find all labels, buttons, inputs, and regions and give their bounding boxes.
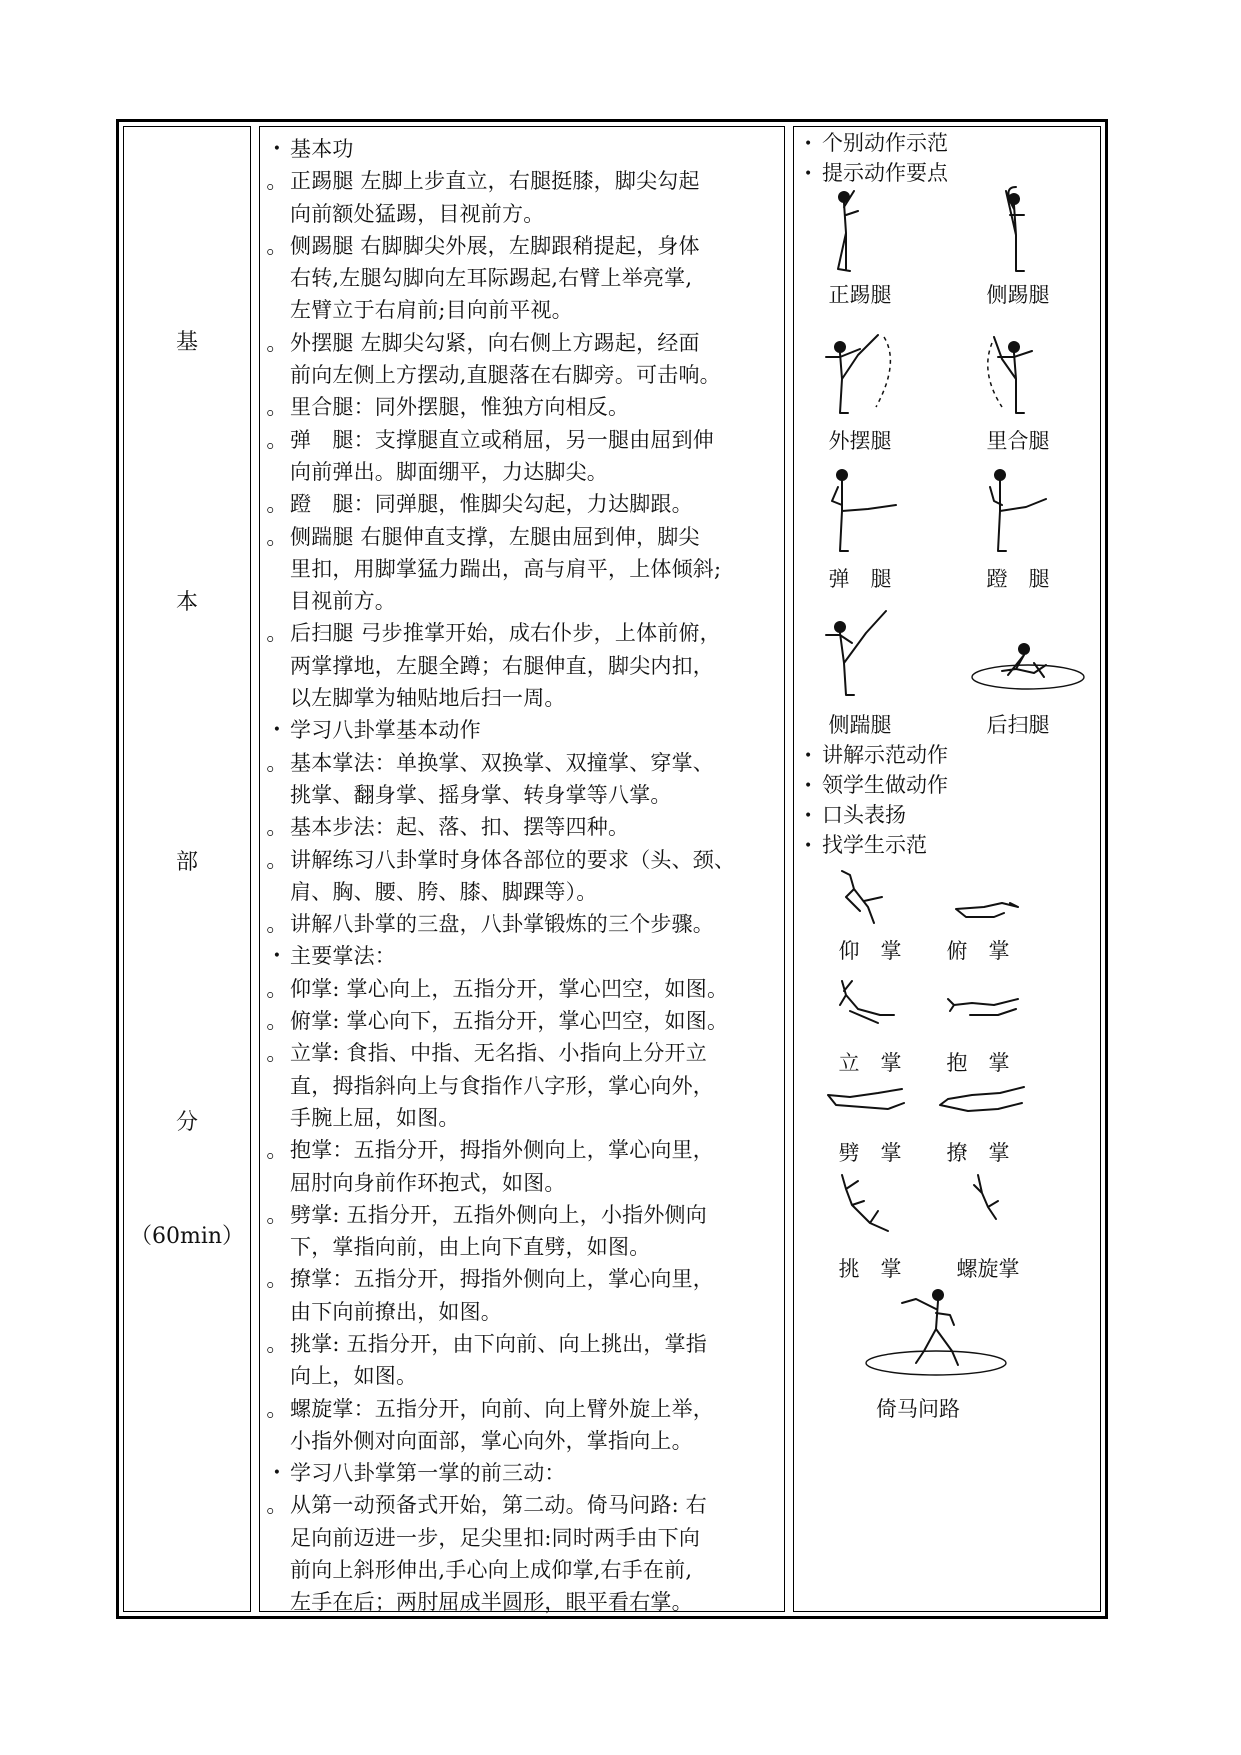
content-line — [266, 973, 782, 1005]
content-line — [266, 1393, 782, 1425]
content-line — [266, 1263, 782, 1295]
content-line — [266, 876, 782, 908]
line-text: 下，掌指向前，由上向下直劈，如图。 — [290, 1235, 651, 1260]
content-line — [266, 1231, 782, 1263]
content-line — [266, 198, 782, 230]
line-marker: 。 — [266, 912, 288, 937]
line-text: 足向前迈进一步，足尖里扣:同时两手由下向 — [290, 1525, 701, 1550]
line-text: 前向上斜形伸出,手心向上成仰掌,右手在前, — [290, 1558, 693, 1583]
method-note: • 提示动作要点 — [804, 161, 948, 185]
line-text: 基本步法：起、落、扣、摆等四种。 — [290, 815, 630, 840]
figure-caption: 侧踹腿 — [828, 713, 892, 737]
section-label-char: 基 — [175, 330, 198, 355]
content-line — [266, 1296, 782, 1328]
figure-caption: 倚马问路 — [876, 1397, 960, 1421]
figure-caption: 蹬 腿 — [986, 567, 1050, 591]
line-text: 侧踹腿 右腿伸直支撑，左腿由屈到伸，脚尖 — [290, 524, 700, 549]
line-text: 手腕上屈，如图。 — [290, 1105, 460, 1130]
figure-caption: 螺旋掌 — [956, 1257, 1020, 1281]
kick-figure-icon — [814, 323, 1084, 417]
line-marker: • — [272, 141, 282, 157]
content-column — [259, 126, 785, 1615]
content-line — [266, 488, 782, 520]
line-text: 俯掌: 掌心向下，五指分开，掌心凹空，如图。 — [290, 1009, 729, 1034]
line-marker: 。 — [266, 976, 288, 1001]
section-label-char: 部 — [175, 850, 198, 875]
line-text: 仰掌: 掌心向上，五指分开，掌心凹空，如图。 — [290, 976, 729, 1001]
line-text: 左手在后；两肘屈成半圆形，眼平看右掌。 — [290, 1590, 693, 1615]
line-text: 挑掌: 五指分开，由下向前、向上挑出，掌指 — [290, 1331, 707, 1356]
section-duration: （60min） — [129, 1224, 245, 1249]
kick-figure-icon — [816, 603, 1096, 699]
palm-hand-icon — [830, 975, 1060, 1049]
content-line — [266, 747, 782, 779]
content-line — [266, 294, 782, 326]
line-text: 向前弹出。脚面绷平，力达脚尖。 — [290, 459, 608, 484]
method-column — [793, 126, 1101, 1612]
content-line — [266, 650, 782, 682]
line-text: 左臂立于右肩前;目向前平视。 — [290, 298, 573, 323]
line-marker: 。 — [266, 395, 288, 420]
line-marker: 。 — [266, 847, 288, 872]
kick-figure-icon — [820, 465, 1090, 557]
line-marker: 。 — [266, 1009, 288, 1034]
line-text: 直，拇指斜向上与食指作八字形，掌心向外， — [290, 1073, 714, 1098]
content-line — [266, 133, 782, 165]
content-line — [266, 1134, 782, 1166]
line-text: 右转,左腿勾脚向左耳际踢起,右臂上举亮掌, — [290, 266, 693, 291]
content-line — [266, 165, 782, 197]
line-text: 主要掌法： — [290, 944, 396, 969]
line-text: 目视前方。 — [290, 589, 396, 614]
palm-hand-icon — [828, 1171, 1058, 1249]
stance-figure-icon — [854, 1285, 1014, 1379]
line-marker: 。 — [266, 524, 288, 549]
figure-caption: 里合腿 — [986, 429, 1050, 453]
content-line — [266, 1522, 782, 1554]
section-label-column — [123, 126, 251, 1612]
line-text: 立掌: 食指、中指、无名指、小指向上分开立 — [290, 1041, 707, 1066]
figure-caption: 弹 腿 — [828, 567, 892, 591]
content-line — [266, 811, 782, 843]
content-line — [266, 1328, 782, 1360]
method-note: • 个别动作示范 — [804, 131, 948, 155]
line-text: 小指外侧对向面部，掌心向外，掌指向上。 — [290, 1428, 693, 1453]
figure-caption: 仰 掌 — [838, 939, 902, 963]
palm-hand-icon — [822, 1075, 1062, 1135]
figure-caption: 撩 掌 — [946, 1141, 1010, 1165]
line-marker: 。 — [266, 1396, 288, 1421]
palm-hand-icon — [834, 865, 1064, 939]
line-text: 向上，如图。 — [290, 1364, 418, 1389]
method-note: • 讲解示范动作 — [804, 743, 948, 767]
method-note: • 口头表扬 — [804, 803, 906, 827]
content-line — [266, 230, 782, 262]
content-line — [266, 844, 782, 876]
content-line — [266, 1360, 782, 1392]
section-label-char: 分 — [175, 1110, 198, 1135]
line-text: 学习八卦掌第一掌的前三动： — [290, 1461, 566, 1486]
line-text: 后扫腿 弓步推掌开始，成右仆步，上体前俯， — [290, 621, 721, 646]
figure-caption: 侧踢腿 — [986, 283, 1050, 307]
line-text: 螺旋掌：五指分开，向前、向上臂外旋上举， — [290, 1396, 714, 1421]
line-marker: 。 — [266, 492, 288, 517]
line-text: 由下向前撩出，如图。 — [290, 1299, 502, 1324]
line-marker: 。 — [266, 427, 288, 452]
content-line — [266, 1005, 782, 1037]
line-text: 弹 腿：支撑腿直立或稍屈，另一腿由屈到伸 — [290, 427, 714, 452]
line-marker: 。 — [266, 621, 288, 646]
content-line — [266, 940, 782, 972]
line-text: 讲解八卦掌的三盘，八卦掌锻炼的三个步骤。 — [290, 912, 714, 937]
method-note: • 领学生做动作 — [804, 773, 948, 797]
line-marker: 。 — [266, 1202, 288, 1227]
line-text: 前向左侧上方摆动,直腿落在右脚旁。可击响。 — [290, 363, 721, 388]
figure-caption: 劈 掌 — [838, 1141, 902, 1165]
content-line — [266, 714, 782, 746]
content-line — [266, 456, 782, 488]
figure-caption: 俯 掌 — [946, 939, 1010, 963]
line-marker: 。 — [266, 1267, 288, 1292]
line-marker: 。 — [266, 1138, 288, 1163]
content-line — [266, 391, 782, 423]
line-text: 侧踢腿 右脚脚尖外展，左脚跟稍提起，身体 — [290, 233, 700, 258]
line-text: 正踢腿 左脚上步直立，右腿挺膝，脚尖勾起 — [290, 169, 700, 194]
line-text: 从第一动预备式开始，第二动。倚马问路: 右 — [290, 1493, 707, 1518]
figure-caption: 抱 掌 — [946, 1051, 1010, 1075]
content-line — [266, 1167, 782, 1199]
line-marker: 。 — [266, 815, 288, 840]
line-text: 讲解练习八卦掌时身体各部位的要求（头、颈、 — [290, 847, 736, 872]
line-text: 外摆腿 左脚尖勾紧，向右侧上方踢起，经面 — [290, 330, 700, 355]
line-marker: 。 — [266, 1331, 288, 1356]
line-marker: 。 — [266, 330, 288, 355]
content-line — [266, 1070, 782, 1102]
content-line — [266, 908, 782, 940]
line-marker: 。 — [266, 1493, 288, 1518]
line-marker: 。 — [266, 169, 288, 194]
content-line — [266, 521, 782, 553]
line-marker: 。 — [266, 750, 288, 775]
line-text: 蹬 腿：同弹腿，惟脚尖勾起，力达脚跟。 — [290, 492, 693, 517]
line-text: 肩、胸、腰、胯、膝、脚踝等）。 — [290, 879, 598, 904]
content-line — [266, 1457, 782, 1489]
line-text: 挑掌、翻身掌、摇身掌、转身掌等八掌。 — [290, 782, 672, 807]
section-label-char: 本 — [175, 590, 198, 615]
lesson-plan-table — [116, 119, 1108, 1619]
line-text: 里扣，用脚掌猛力踹出，高与肩平，上体倾斜; — [290, 556, 722, 581]
line-text: 劈掌: 五指分开，五指外侧向上，小指外侧向 — [290, 1202, 707, 1227]
figure-caption: 外摆腿 — [828, 429, 892, 453]
content-line — [266, 1037, 782, 1069]
line-text: 基本掌法：单换掌、双换掌、双撞掌、穿掌、 — [290, 750, 714, 775]
line-text: 以左脚掌为轴贴地后扫一周。 — [290, 686, 566, 711]
line-marker: • — [272, 1465, 282, 1482]
content-line — [266, 262, 782, 294]
figure-caption: 后扫腿 — [986, 713, 1050, 737]
content-line — [266, 1489, 782, 1521]
content-line — [266, 1586, 782, 1618]
figure-caption: 正踢腿 — [828, 283, 892, 307]
line-marker: 。 — [266, 1041, 288, 1066]
content-line — [266, 682, 782, 714]
line-text: 学习八卦掌基本动作 — [290, 718, 481, 743]
content-line — [266, 1425, 782, 1457]
content-line — [266, 553, 782, 585]
content-line — [266, 1554, 782, 1586]
kick-figure-icon — [824, 185, 1084, 281]
content-line — [266, 327, 782, 359]
figure-caption: 立 掌 — [838, 1051, 902, 1075]
line-text: 里合腿：同外摆腿，惟独方向相反。 — [290, 395, 630, 420]
content-line — [266, 1199, 782, 1231]
method-note: • 找学生示范 — [804, 833, 927, 857]
line-marker: 。 — [266, 233, 288, 258]
line-text: 基本功 — [290, 137, 354, 161]
content-line — [266, 779, 782, 811]
content-line — [266, 424, 782, 456]
content-line — [266, 617, 782, 649]
content-line — [266, 1102, 782, 1134]
line-text: 撩掌：五指分开，拇指外侧向上，掌心向里， — [290, 1267, 714, 1292]
line-text: 屈肘向身前作环抱式，如图。 — [290, 1170, 566, 1195]
content-line — [266, 585, 782, 617]
figure-caption: 挑 掌 — [838, 1257, 902, 1281]
line-text: 向前额处猛踢，目视前方。 — [290, 201, 545, 226]
line-marker: • — [272, 948, 282, 965]
content-line — [266, 359, 782, 391]
content-lines — [266, 133, 782, 1619]
line-text: 两掌撑地，左腿全蹲；右腿伸直，脚尖内扣， — [290, 653, 714, 678]
line-marker: • — [272, 722, 282, 739]
line-text: 抱掌：五指分开，拇指外侧向上，掌心向里， — [290, 1138, 714, 1163]
